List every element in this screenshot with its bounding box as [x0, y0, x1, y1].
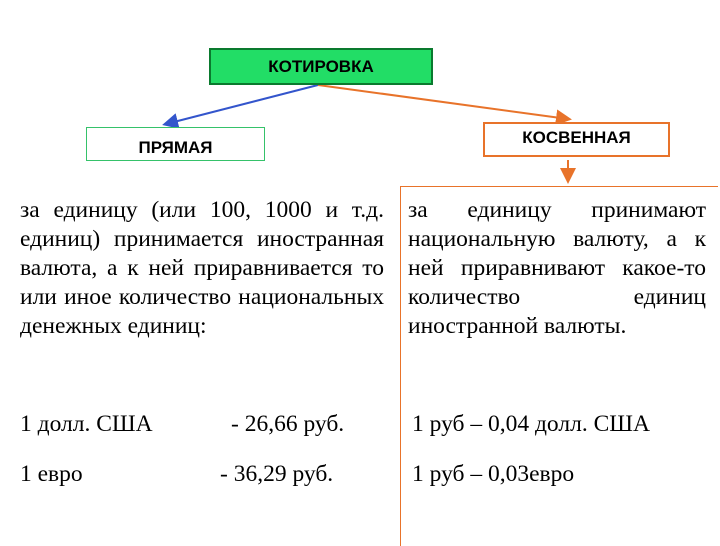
- direct-example-2-unit: 1 евро: [20, 461, 83, 487]
- indirect-description: за единицу принимают национальную валюту, а к ней приравнивают какое-то количество единиц иностранной валюты.: [408, 197, 706, 339]
- direct-example-1-value: - 26,66 руб.: [231, 411, 345, 437]
- indirect-quotation-box: [483, 122, 670, 157]
- quotation-root-box: [209, 48, 433, 85]
- arrow-to-indirect: [318, 85, 568, 119]
- root-label: КОТИРОВКА: [268, 56, 374, 76]
- indirect-label: КОСВЕННАЯ: [522, 127, 631, 147]
- indirect-example-2: 1 руб – 0,03евро: [412, 461, 575, 487]
- indirect-example-1: 1 руб – 0,04 долл. США: [412, 411, 650, 437]
- direct-description: за единицу (или 100, 1000 и т.д. единиц) принимается иностранная валюта, а к ней приравнивается то или иное количество национальных денежных единиц:: [20, 197, 384, 339]
- direct-label: ПРЯМАЯ: [138, 138, 213, 157]
- direct-example-2-value: - 36,29 руб.: [220, 461, 334, 487]
- direct-quotation-box: [86, 127, 265, 161]
- arrow-to-direct: [166, 85, 318, 124]
- direct-example-1-unit: 1 долл. США: [20, 411, 153, 437]
